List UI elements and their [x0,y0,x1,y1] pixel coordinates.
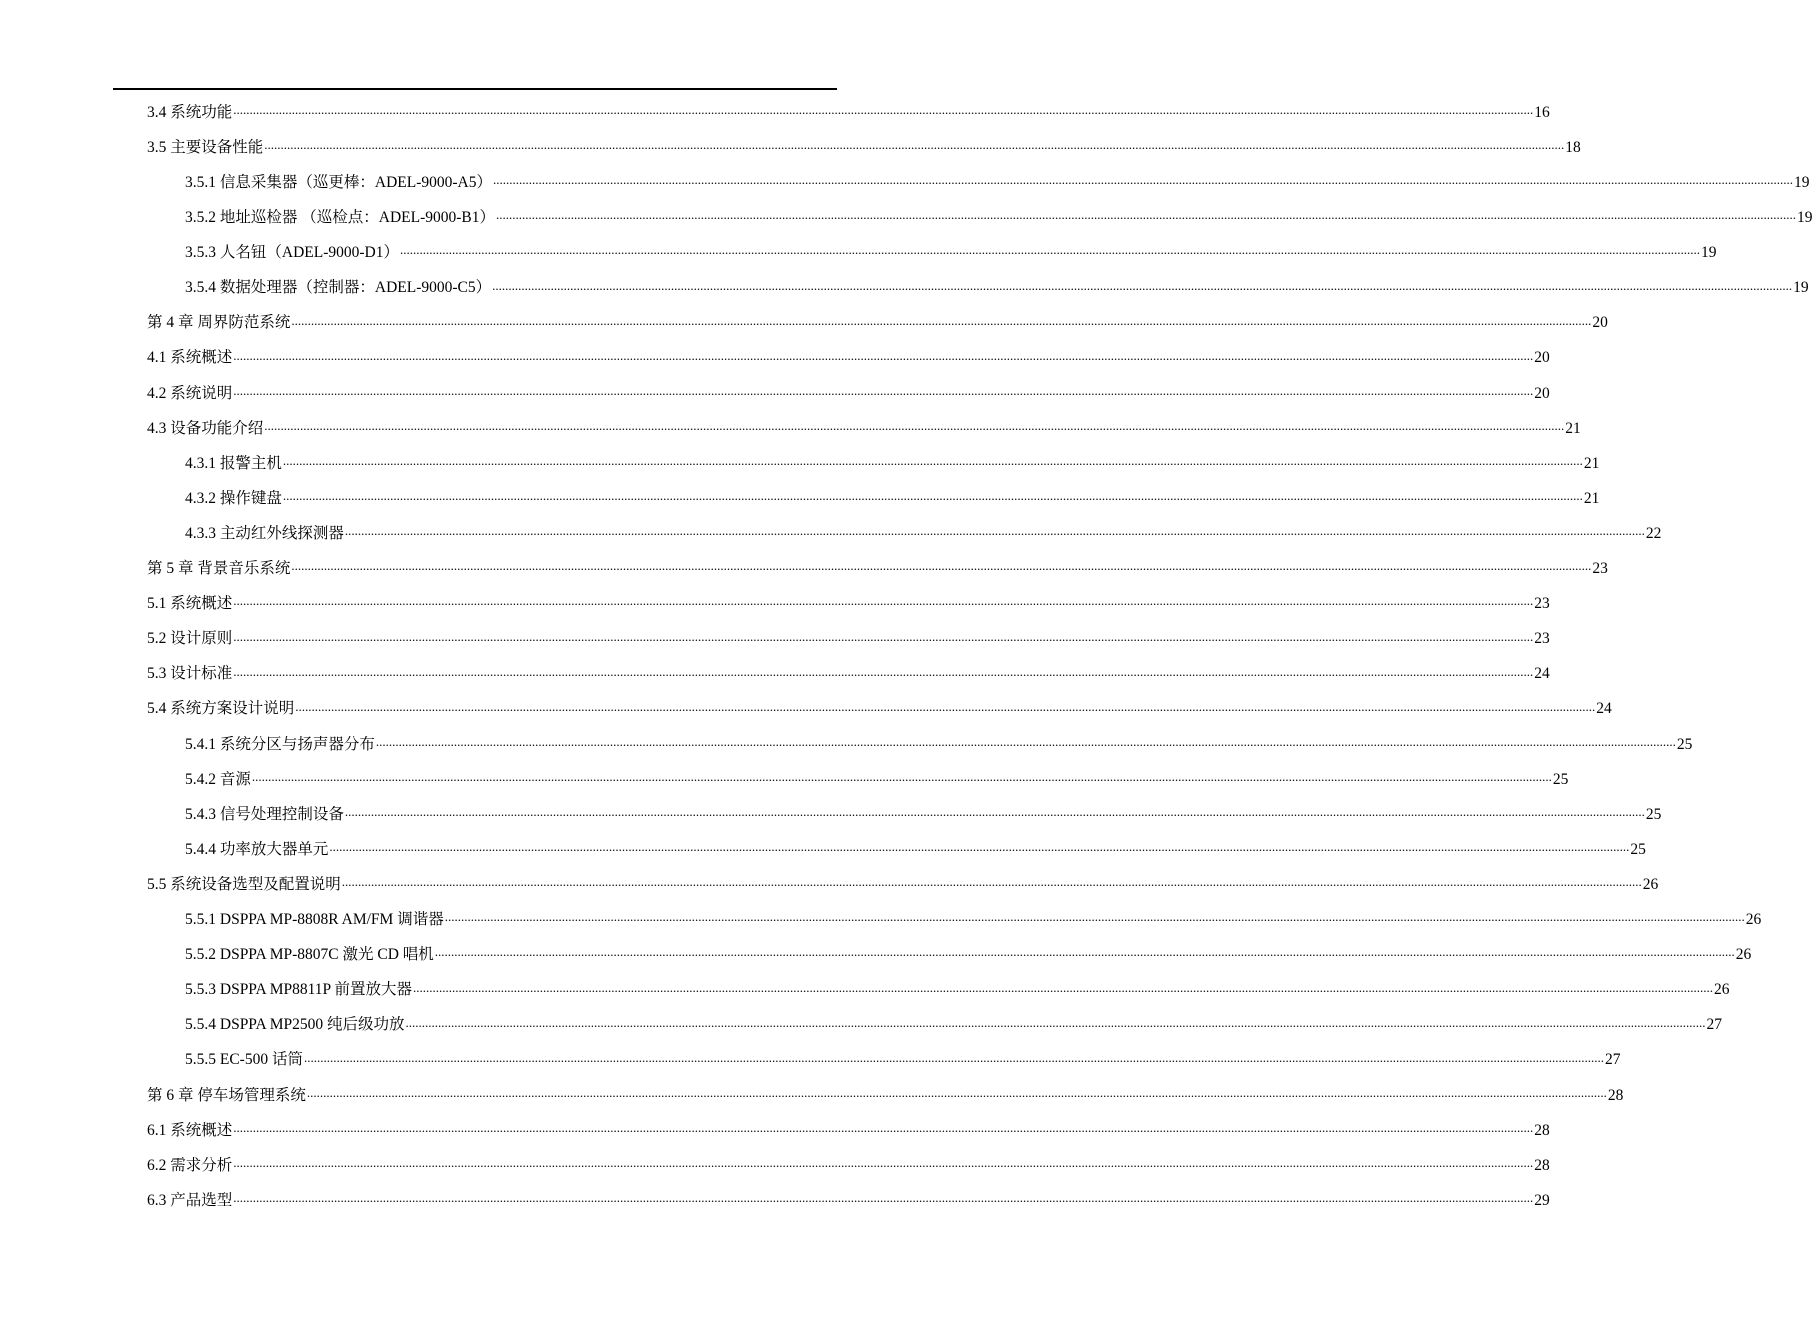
toc-dot-leader: ................................................................................................................................................................................................................................................................................................................................................................................................................ [251,768,1552,784]
toc-entry-page-number: 28 [1534,1121,1550,1139]
toc-entry-page-number: 28 [1607,1086,1624,1104]
toc-dot-leader: ................................................................................................................................................................................................................................................................................................................................................................................................................ [492,277,1793,293]
toc-entry-page-number: 23 [1592,560,1608,578]
toc-dot-leader: ................................................................................................................................................................................................................................................................................................................................................................................................................ [329,839,1630,855]
toc-entry-title: 4.3.1 报警主机 [185,454,282,472]
toc-dot-leader: ................................................................................................................................................................................................................................................................................................................................................................................................................ [264,417,1565,433]
toc-entry[interactable] [147,1078,1624,1113]
toc-entry[interactable] [147,586,1550,621]
toc-entry-title: 第 6 章 停车场管理系统 [147,1086,306,1104]
toc-entry-title: 5.5.2 DSPPA MP-8807C 激光 CD 唱机 [185,946,434,964]
toc-entry[interactable] [185,762,1569,797]
toc-entry-title: 5.4.4 功率放大器单元 [185,840,329,858]
toc-dot-leader: ................................................................................................................................................................................................................................................................................................................................................................................................................ [303,1049,1604,1065]
toc-entry[interactable] [185,481,1600,516]
toc-entry-page-number: 24 [1596,700,1612,718]
toc-entry-title: 3.5.3 人名钮（ADEL-9000-D1） [185,244,399,262]
toc-dot-leader: ................................................................................................................................................................................................................................................................................................................................................................................................................ [405,1014,1706,1030]
toc-dot-leader: ................................................................................................................................................................................................................................................................................................................................................................................................................ [341,874,1642,890]
toc-entry-title: 5.2 设计原则 [147,630,233,648]
toc-entry[interactable] [185,1008,1722,1043]
toc-entry-page-number: 21 [1583,454,1600,472]
toc-dot-leader: ................................................................................................................................................................................................................................................................................................................................................................................................................ [399,242,1700,258]
toc-entry-page-number: 26 [1713,981,1730,999]
toc-entry[interactable] [147,867,1659,902]
toc-entry-title: 3.5.4 数据处理器（控制器：ADEL-9000-C5） [185,279,492,297]
toc-entry-page-number: 26 [1745,911,1762,929]
toc-entry[interactable] [185,832,1646,867]
toc-entry-page-number: 28 [1534,1156,1550,1174]
toc-entry-title: 6.2 需求分析 [147,1156,233,1174]
toc-entry[interactable] [185,446,1600,481]
toc-dot-leader: ................................................................................................................................................................................................................................................................................................................................................................................................................ [233,593,1534,609]
toc-entry-page-number: 20 [1592,314,1608,332]
toc-entry-title: 3.4 系统功能 [147,103,233,121]
toc-entry-page-number: 25 [1552,770,1569,788]
toc-entry[interactable] [185,165,1810,200]
toc-entry-page-number: 25 [1630,840,1646,858]
toc-entry-title: 第 4 章 周界防范系统 [147,314,291,332]
toc-dot-leader: ................................................................................................................................................................................................................................................................................................................................................................................................................ [412,979,1713,995]
toc-entry-page-number: 24 [1534,665,1550,683]
toc-entry-title: 3.5.1 信息采集器（巡更棒：ADEL-9000-A5） [185,173,492,191]
toc-entry-page-number: 16 [1534,103,1550,121]
toc-entry-page-number: 19 [1797,209,1813,227]
toc-entry-title: 5.5.1 DSPPA MP-8808R AM/FM 调谐器 [185,911,444,929]
toc-entry[interactable] [147,130,1581,165]
toc-dot-leader: ................................................................................................................................................................................................................................................................................................................................................................................................................ [233,382,1534,398]
toc-entry[interactable] [185,727,1693,762]
toc-entry-title: 4.2 系统说明 [147,384,233,402]
toc-entry-page-number: 20 [1534,384,1550,402]
toc-entry-page-number: 27 [1706,1016,1722,1034]
toc-entry[interactable] [147,341,1550,376]
toc-entry-title: 5.5.4 DSPPA MP2500 纯后级功放 [185,1016,405,1034]
toc-entry[interactable] [185,516,1662,551]
toc-entry[interactable] [185,797,1662,832]
toc-dot-leader: ................................................................................................................................................................................................................................................................................................................................................................................................................ [496,207,1796,223]
toc-entry[interactable] [147,1148,1550,1183]
toc-entry-page-number: 19 [1793,173,1810,191]
toc-entry-page-number: 20 [1534,349,1550,367]
toc-entry[interactable] [147,1183,1550,1218]
toc-entry[interactable] [185,1043,1621,1078]
toc-entry-page-number: 25 [1645,805,1662,823]
toc-entry-title: 4.1 系统概述 [147,349,233,367]
toc-dot-leader: ................................................................................................................................................................................................................................................................................................................................................................................................................ [233,1119,1534,1135]
toc-entry-page-number: 21 [1583,489,1600,507]
toc-entry-title: 4.3 设备功能介绍 [147,419,264,437]
toc-entry[interactable] [185,200,1813,235]
toc-entry-title: 3.5 主要设备性能 [147,138,264,156]
toc-entry-page-number: 22 [1645,524,1662,542]
toc-dot-leader: ................................................................................................................................................................................................................................................................................................................................................................................................................ [282,488,1583,504]
toc-dot-leader: ................................................................................................................................................................................................................................................................................................................................................................................................................ [375,733,1676,749]
toc-dot-leader: ................................................................................................................................................................................................................................................................................................................................................................................................................ [344,804,1645,819]
toc-dot-leader: ................................................................................................................................................................................................................................................................................................................................................................................................................ [282,453,1583,468]
toc-dot-leader: ................................................................................................................................................................................................................................................................................................................................................................................................................ [233,628,1534,644]
toc-entry-page-number: 26 [1735,946,1752,964]
toc-dot-leader: ................................................................................................................................................................................................................................................................................................................................................................................................................ [492,172,1793,188]
toc-dot-leader: ................................................................................................................................................................................................................................................................................................................................................................................................................ [291,312,1592,328]
toc-dot-leader: ................................................................................................................................................................................................................................................................................................................................................................................................................ [233,1190,1534,1206]
toc-dot-leader: ................................................................................................................................................................................................................................................................................................................................................................................................................ [233,347,1534,363]
toc-entry-page-number: 25 [1676,735,1693,753]
toc-entry[interactable] [147,657,1550,692]
toc-entry-title: 5.4 系统方案设计说明 [147,700,295,718]
toc-entry-title: 6.1 系统概述 [147,1121,233,1139]
toc-entry[interactable] [185,235,1717,270]
toc-dot-leader: ................................................................................................................................................................................................................................................................................................................................................................................................................ [295,698,1596,714]
toc-entry[interactable] [185,902,1762,937]
toc-entry-title: 5.5 系统设备选型及配置说明 [147,875,341,893]
toc-entry-title: 5.3 设计标准 [147,665,233,683]
toc-entry[interactable] [147,376,1550,411]
toc-dot-leader: ................................................................................................................................................................................................................................................................................................................................................................................................................ [264,137,1565,153]
toc-entry-page-number: 18 [1565,138,1581,156]
toc-entry[interactable] [147,692,1612,727]
toc-entry[interactable] [185,937,1752,972]
toc-entry-title: 5.4.3 信号处理控制设备 [185,805,344,823]
toc-entry[interactable] [147,411,1581,446]
toc-entry[interactable] [147,95,1550,130]
toc-entry[interactable] [185,973,1730,1008]
toc-entry-title: 3.5.2 地址巡检器 （巡检点：ADEL-9000-B1） [185,209,495,227]
toc-entry-page-number: 21 [1565,419,1581,437]
toc-entry-title: 第 5 章 背景音乐系统 [147,560,291,578]
toc-entry[interactable] [147,551,1608,586]
toc-entry-page-number: 26 [1642,875,1659,893]
toc-dot-leader: ................................................................................................................................................................................................................................................................................................................................................................................................................ [306,1084,1607,1100]
toc-dot-leader: ................................................................................................................................................................................................................................................................................................................................................................................................................ [233,102,1534,117]
toc-entry[interactable] [185,271,1809,306]
toc-entry-title: 5.5.5 EC-500 话筒 [185,1051,303,1069]
toc-entry-page-number: 19 [1793,279,1809,297]
toc-dot-leader: ................................................................................................................................................................................................................................................................................................................................................................................................................ [291,558,1592,574]
toc-entry-title: 5.1 系统概述 [147,595,233,613]
toc-entry-page-number: 19 [1700,244,1717,262]
toc-dot-leader: ................................................................................................................................................................................................................................................................................................................................................................................................................ [434,944,1735,960]
toc-dot-leader: ................................................................................................................................................................................................................................................................................................................................................................................................................ [233,663,1534,679]
toc-entry-title: 6.3 产品选型 [147,1191,233,1209]
toc-entry-page-number: 23 [1534,630,1550,648]
toc-entry[interactable] [147,622,1550,657]
toc-dot-leader: ................................................................................................................................................................................................................................................................................................................................................................................................................ [344,523,1645,539]
toc-entry-title: 4.3.2 操作键盘 [185,489,282,507]
toc-entry-page-number: 23 [1534,595,1550,613]
toc-dot-leader: ................................................................................................................................................................................................................................................................................................................................................................................................................ [444,909,1745,925]
toc-entry-page-number: 29 [1534,1191,1550,1209]
toc-entry[interactable] [147,1113,1550,1148]
toc-dot-leader: ................................................................................................................................................................................................................................................................................................................................................................................................................ [233,1155,1534,1170]
header-rule [113,88,837,90]
toc-entry-page-number: 27 [1604,1051,1621,1069]
toc-entry[interactable] [147,306,1608,341]
toc-entry-title: 4.3.3 主动红外线探测器 [185,524,344,542]
toc-entry-title: 5.4.1 系统分区与扬声器分布 [185,735,375,753]
toc-entry-title: 5.4.2 音源 [185,770,251,788]
toc-entry-title: 5.5.3 DSPPA MP8811P 前置放大器 [185,981,412,999]
